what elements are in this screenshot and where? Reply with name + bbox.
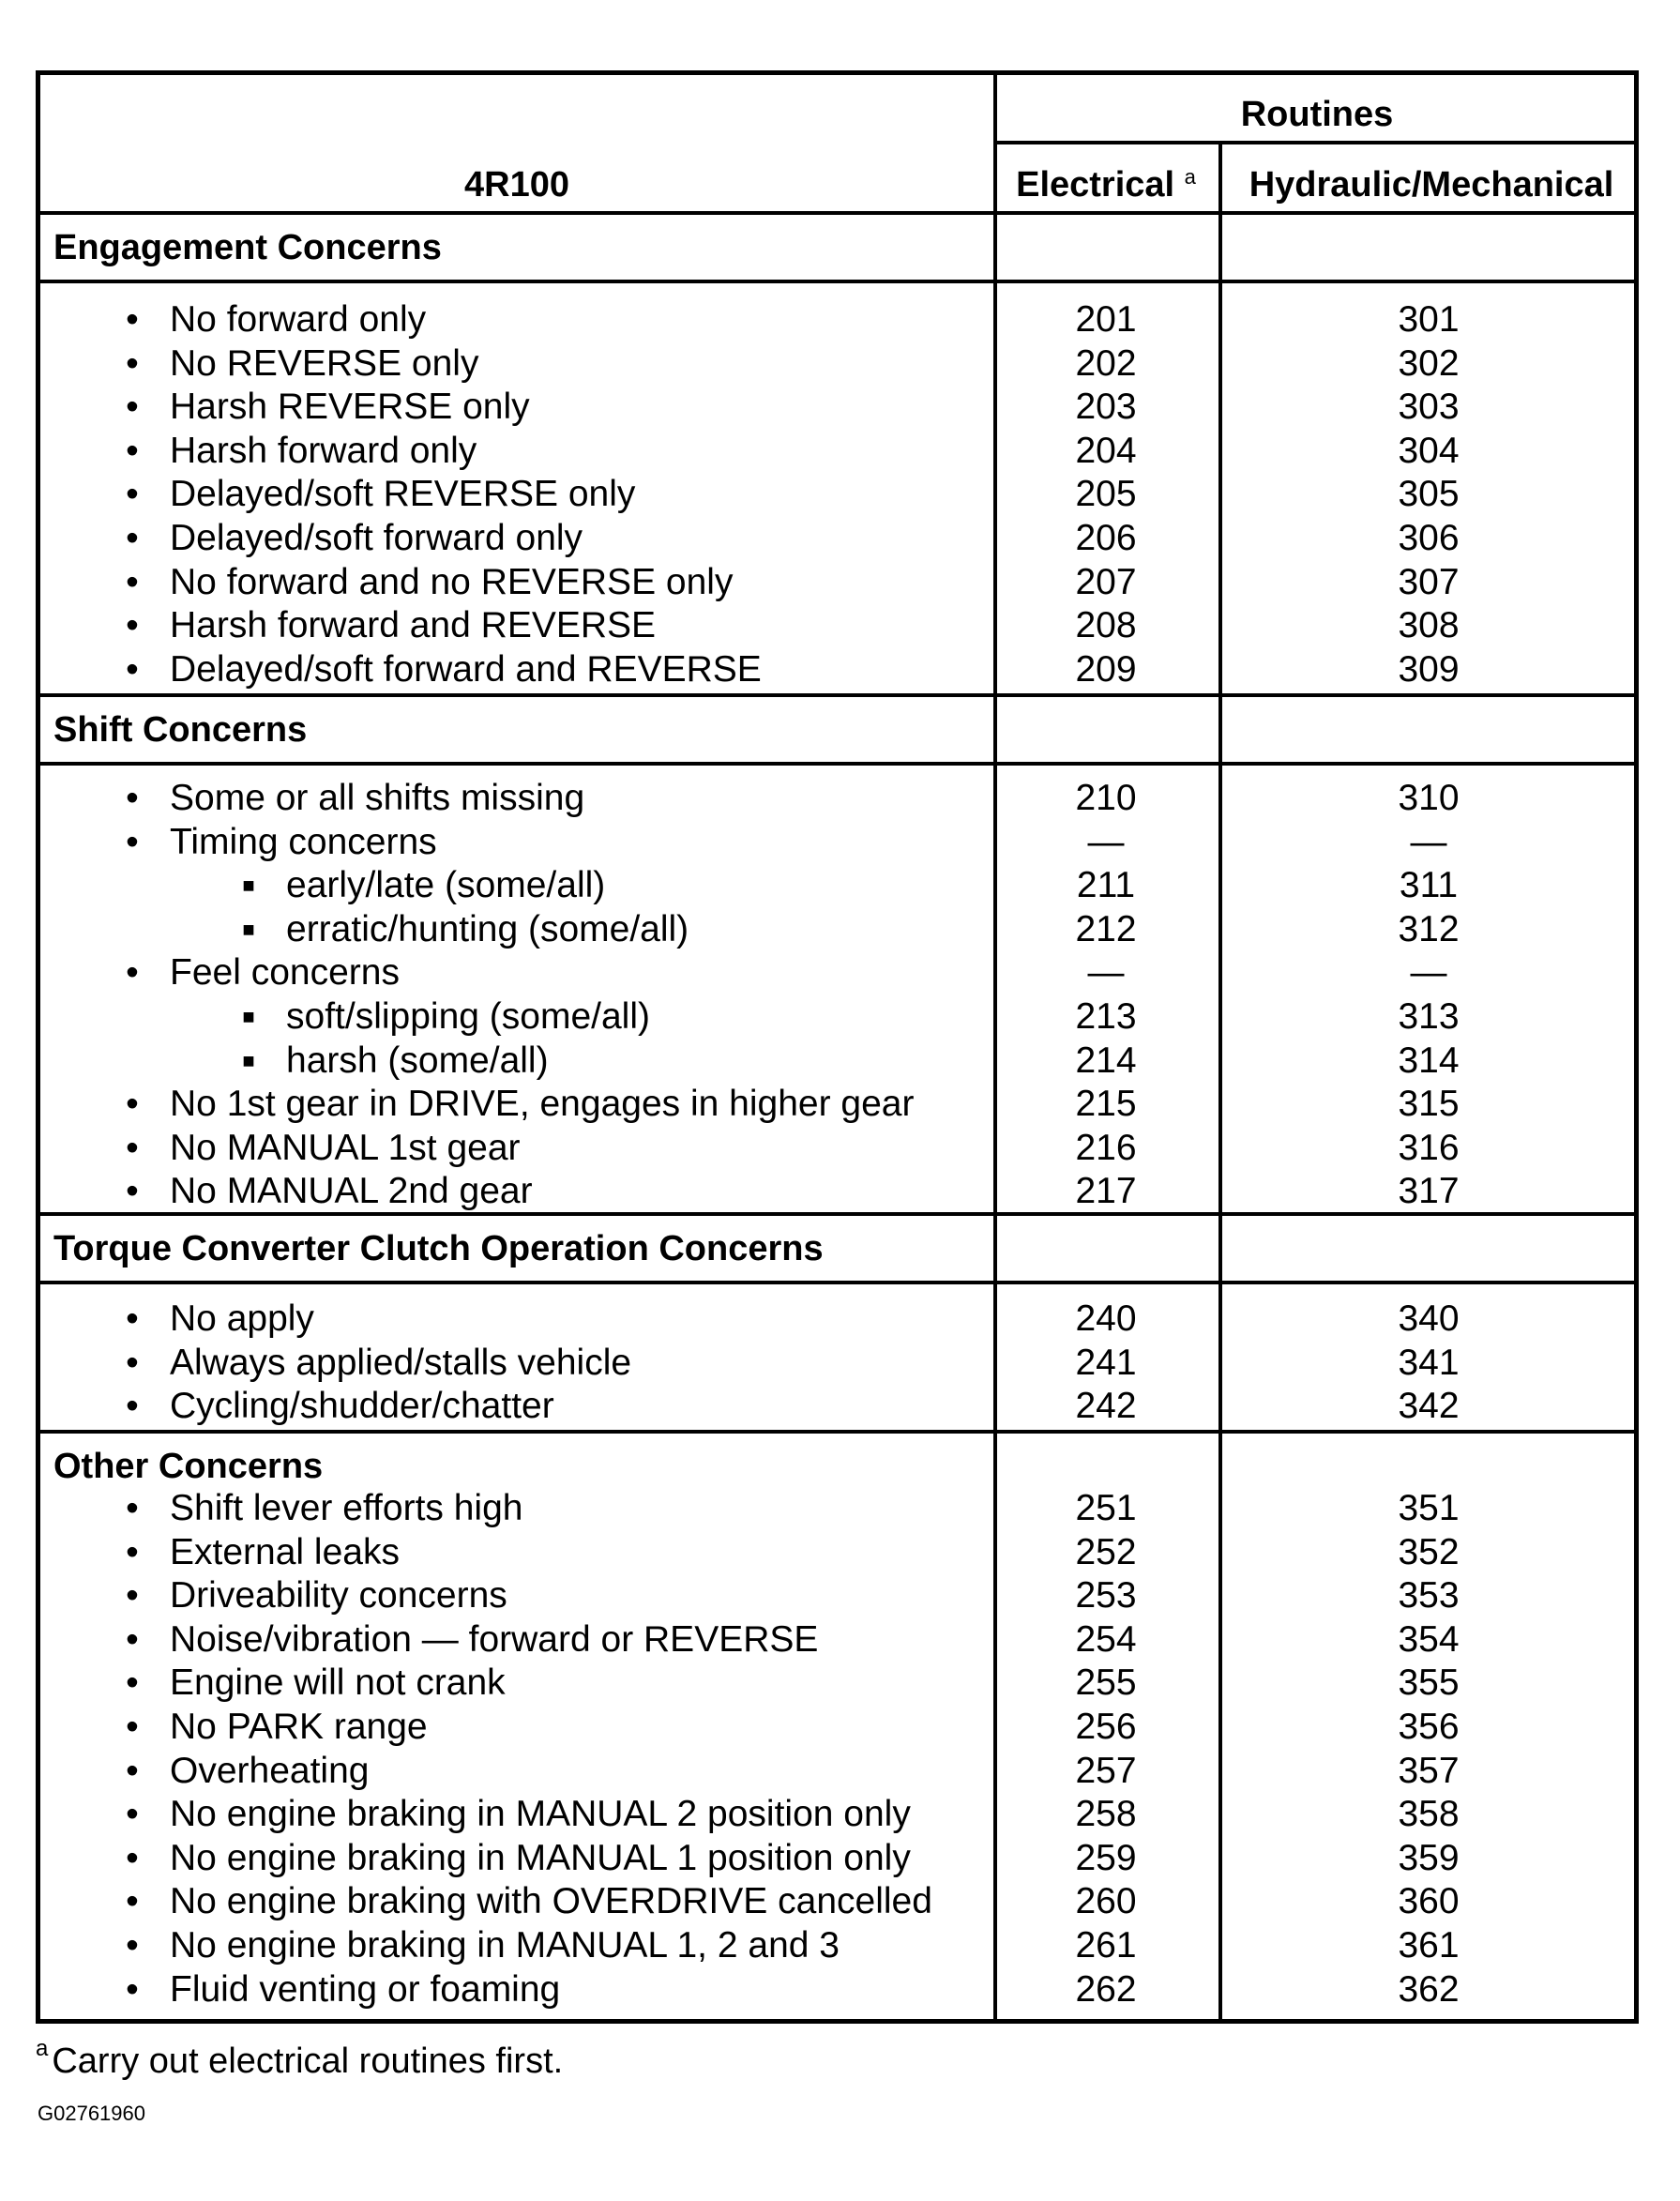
table-row bbox=[40, 777, 1634, 821]
hydraulic-routine: 308 bbox=[1398, 605, 1460, 646]
bullet-icon: • bbox=[126, 952, 139, 994]
routines-header: Routines bbox=[1240, 95, 1394, 134]
table-row bbox=[40, 951, 1634, 995]
electrical-routine: 242 bbox=[1075, 1386, 1137, 1427]
hydraulic-routine: 356 bbox=[1398, 1706, 1460, 1747]
bullet-icon: • bbox=[126, 1084, 139, 1125]
electrical-routine: 213 bbox=[1075, 995, 1137, 1037]
bullet-icon: • bbox=[126, 1171, 139, 1212]
electrical-routine: 257 bbox=[1075, 1750, 1137, 1791]
concern-label: Shift lever efforts high bbox=[170, 1488, 523, 1528]
section-title-rule bbox=[40, 1281, 1634, 1284]
hydraulic-routine: 306 bbox=[1398, 517, 1460, 558]
bullet-icon: • bbox=[126, 1837, 139, 1878]
electrical-header-label: Electrical bbox=[1016, 165, 1175, 205]
concern-label: Timing concerns bbox=[170, 821, 437, 862]
hydraulic-routine: 353 bbox=[1398, 1575, 1460, 1617]
electrical-routine: 217 bbox=[1075, 1171, 1137, 1212]
bullet-icon: • bbox=[126, 821, 139, 862]
electrical-routine: 207 bbox=[1075, 561, 1137, 602]
bullet-icon: • bbox=[126, 1298, 139, 1339]
concern-label: Delayed/soft forward only bbox=[170, 517, 583, 558]
concern-label: No MANUAL 2nd gear bbox=[170, 1171, 533, 1212]
hydraulic-routine: 309 bbox=[1398, 648, 1460, 690]
table-row bbox=[40, 1750, 1634, 1794]
concern-label: early/late (some/all) bbox=[286, 865, 606, 906]
electrical-routine: — bbox=[1087, 821, 1125, 862]
section-divider bbox=[40, 693, 1634, 697]
hydraulic-routine: 361 bbox=[1398, 1924, 1460, 1966]
section-rows bbox=[40, 1487, 1634, 2011]
bullet-icon: • bbox=[126, 1488, 139, 1528]
table-row bbox=[40, 1837, 1634, 1881]
concern-label: No PARK range bbox=[170, 1706, 428, 1747]
hydraulic-routine: 317 bbox=[1398, 1171, 1460, 1212]
hydraulic-routine: 354 bbox=[1398, 1618, 1460, 1660]
concern-label: Some or all shifts missing bbox=[170, 778, 585, 818]
bullet-icon: • bbox=[126, 299, 139, 340]
concern-label: External leaks bbox=[170, 1531, 400, 1572]
electrical-routine: 262 bbox=[1075, 1968, 1137, 2010]
hydraulic-routine: 342 bbox=[1398, 1386, 1460, 1427]
electrical-routine: 255 bbox=[1075, 1662, 1137, 1704]
electrical-routine: 261 bbox=[1075, 1924, 1137, 1966]
square-bullet-icon: ■ bbox=[242, 1048, 255, 1072]
concern-label: Harsh REVERSE only bbox=[170, 387, 530, 428]
table-row bbox=[40, 1924, 1634, 1968]
table-row bbox=[40, 561, 1634, 605]
hydraulic-routine: 313 bbox=[1398, 995, 1460, 1037]
table-row bbox=[40, 821, 1634, 865]
concern-label: Harsh forward only bbox=[170, 430, 477, 471]
table-row bbox=[40, 1342, 1634, 1386]
electrical-routine: 258 bbox=[1075, 1794, 1137, 1835]
concern-label: Delayed/soft forward and REVERSE bbox=[170, 648, 762, 690]
hydraulic-routine: 311 bbox=[1399, 865, 1459, 906]
concern-label: No 1st gear in DRIVE, engages in higher gear bbox=[170, 1084, 915, 1125]
concern-label: Noise/vibration — forward or REVERSE bbox=[170, 1618, 819, 1660]
section-title-rule bbox=[40, 280, 1634, 283]
footnote bbox=[36, 2036, 564, 2081]
bullet-icon: • bbox=[126, 342, 139, 384]
electrical-routine: 254 bbox=[1075, 1618, 1137, 1660]
bullet-icon: • bbox=[126, 1706, 139, 1747]
concern-label: No apply bbox=[170, 1298, 314, 1339]
table-row bbox=[40, 1531, 1634, 1575]
hydraulic-routine: 355 bbox=[1398, 1662, 1460, 1704]
bullet-icon: • bbox=[126, 1924, 139, 1966]
concern-label: No forward and no REVERSE only bbox=[170, 561, 734, 602]
electrical-routine: 202 bbox=[1075, 342, 1137, 384]
electrical-routine: 253 bbox=[1075, 1575, 1137, 1617]
hydraulic-routine: 302 bbox=[1398, 342, 1460, 384]
hydraulic-routine: 303 bbox=[1398, 387, 1460, 428]
table-row bbox=[40, 604, 1634, 648]
concern-label: No engine braking in MANUAL 1, 2 and 3 bbox=[170, 1924, 840, 1966]
section-divider bbox=[40, 1212, 1634, 1216]
hydraulic-routine: 301 bbox=[1398, 299, 1460, 340]
table-row bbox=[40, 995, 1634, 1040]
table-row bbox=[40, 1487, 1634, 1531]
table-row bbox=[40, 1793, 1634, 1837]
header-bottom-rule bbox=[40, 211, 1634, 215]
table-row bbox=[40, 864, 1634, 908]
electrical-routine: 256 bbox=[1075, 1706, 1137, 1747]
table-row bbox=[40, 1618, 1634, 1662]
electrical-routine: 211 bbox=[1076, 865, 1136, 906]
hydraulic-routine: — bbox=[1410, 952, 1447, 994]
table-row bbox=[40, 1083, 1634, 1127]
electrical-routine: 252 bbox=[1075, 1531, 1137, 1572]
bullet-icon: • bbox=[126, 1342, 139, 1383]
square-bullet-icon: ■ bbox=[242, 1004, 255, 1028]
section-rows bbox=[40, 777, 1634, 1214]
electrical-routine: 260 bbox=[1075, 1881, 1137, 1922]
table-row bbox=[40, 1574, 1634, 1618]
bullet-icon: • bbox=[126, 387, 139, 428]
electrical-routine: 206 bbox=[1075, 517, 1137, 558]
concern-label: soft/slipping (some/all) bbox=[286, 995, 650, 1037]
electrical-routine: — bbox=[1087, 952, 1125, 994]
table-row bbox=[40, 1706, 1634, 1750]
electrical-routine: 205 bbox=[1075, 474, 1137, 515]
table-row bbox=[40, 908, 1634, 952]
bullet-icon: • bbox=[126, 605, 139, 646]
hydraulic-header: Hydraulic/Mechanical bbox=[1249, 165, 1614, 205]
hydraulic-routine: 316 bbox=[1398, 1127, 1460, 1168]
hydraulic-routine: 340 bbox=[1398, 1298, 1460, 1339]
bullet-icon: • bbox=[126, 1794, 139, 1835]
electrical-routine: 215 bbox=[1075, 1084, 1137, 1125]
concern-label: No MANUAL 1st gear bbox=[170, 1127, 521, 1168]
hydraulic-routine: 307 bbox=[1398, 561, 1460, 602]
table-row bbox=[40, 1170, 1634, 1214]
hydraulic-routine: 359 bbox=[1398, 1837, 1460, 1878]
hydraulic-routine: 305 bbox=[1398, 474, 1460, 515]
square-bullet-icon: ■ bbox=[242, 873, 255, 898]
hydraulic-routine: 304 bbox=[1398, 430, 1460, 471]
hydraulic-routine: — bbox=[1410, 821, 1447, 862]
bullet-icon: • bbox=[126, 778, 139, 818]
concern-label: harsh (some/all) bbox=[286, 1040, 549, 1081]
hydraulic-routine: 314 bbox=[1398, 1040, 1460, 1081]
routines-underline bbox=[993, 141, 1634, 144]
table-row bbox=[40, 1968, 1634, 2012]
table-row bbox=[40, 1385, 1634, 1429]
electrical-header bbox=[993, 167, 1218, 203]
bullet-icon: • bbox=[126, 474, 139, 515]
electrical-routine: 216 bbox=[1075, 1127, 1137, 1168]
bullet-icon: • bbox=[126, 1968, 139, 2010]
section-rows bbox=[40, 1298, 1634, 1429]
model-header: 4R100 bbox=[464, 165, 569, 205]
concern-label: No REVERSE only bbox=[170, 342, 479, 384]
electrical-routine: 214 bbox=[1075, 1040, 1137, 1081]
hydraulic-routine: 352 bbox=[1398, 1531, 1460, 1572]
electrical-routine: 201 bbox=[1075, 299, 1137, 340]
section-title: Torque Converter Clutch Operation Concerns bbox=[53, 1229, 824, 1268]
hydraulic-routine: 312 bbox=[1398, 908, 1460, 949]
electrical-routine: 210 bbox=[1075, 778, 1137, 818]
table-row bbox=[40, 1127, 1634, 1171]
hydraulic-routine: 310 bbox=[1398, 778, 1460, 818]
concern-label: Fluid venting or foaming bbox=[170, 1968, 561, 2010]
concern-label: No engine braking with OVERDRIVE cancelled bbox=[170, 1881, 932, 1922]
bullet-icon: • bbox=[126, 1531, 139, 1572]
hydraulic-routine: 360 bbox=[1398, 1881, 1460, 1922]
electrical-routine: 208 bbox=[1075, 605, 1137, 646]
electrical-routine: 240 bbox=[1075, 1298, 1137, 1339]
concern-label: Engine will not crank bbox=[170, 1662, 506, 1704]
electrical-routine: 204 bbox=[1075, 430, 1137, 471]
concern-label: Driveability concerns bbox=[170, 1575, 507, 1617]
bullet-icon: • bbox=[126, 1881, 139, 1922]
table-row bbox=[40, 1662, 1634, 1706]
concern-label: No engine braking in MANUAL 2 position only bbox=[170, 1794, 911, 1835]
table-row bbox=[40, 1040, 1634, 1084]
table-row bbox=[40, 473, 1634, 517]
bullet-icon: • bbox=[126, 1750, 139, 1791]
concern-label: Overheating bbox=[170, 1750, 370, 1791]
hydraulic-routine: 362 bbox=[1398, 1968, 1460, 2010]
bullet-icon: • bbox=[126, 1127, 139, 1168]
square-bullet-icon: ■ bbox=[242, 917, 255, 941]
table-row bbox=[40, 430, 1634, 474]
section-title-rule bbox=[40, 762, 1634, 766]
bullet-icon: • bbox=[126, 1575, 139, 1617]
table-row bbox=[40, 1298, 1634, 1342]
concern-label: Harsh forward and REVERSE bbox=[170, 605, 657, 646]
electrical-routine: 259 bbox=[1075, 1837, 1137, 1878]
electrical-routine: 251 bbox=[1075, 1488, 1137, 1528]
table-row bbox=[40, 298, 1634, 342]
bullet-icon: • bbox=[126, 517, 139, 558]
concern-label: Delayed/soft REVERSE only bbox=[170, 474, 636, 515]
hydraulic-routine: 351 bbox=[1398, 1488, 1460, 1528]
electrical-routine: 241 bbox=[1075, 1342, 1137, 1383]
electrical-footnote-mark: a bbox=[1184, 165, 1196, 189]
concern-label: erratic/hunting (some/all) bbox=[286, 908, 689, 949]
bullet-icon: • bbox=[126, 1386, 139, 1427]
table-row bbox=[40, 648, 1634, 692]
section-rows bbox=[40, 298, 1634, 691]
bullet-icon: • bbox=[126, 1618, 139, 1660]
electrical-routine: 212 bbox=[1075, 908, 1137, 949]
electrical-routine: 209 bbox=[1075, 648, 1137, 690]
table-row bbox=[40, 386, 1634, 430]
footnote-text: Carry out electrical routines first. bbox=[52, 2042, 564, 2081]
bullet-icon: • bbox=[126, 648, 139, 690]
bullet-icon: • bbox=[126, 1662, 139, 1704]
concern-label: Always applied/stalls vehicle bbox=[170, 1342, 632, 1383]
section-title: Engagement Concerns bbox=[53, 228, 442, 267]
section-divider bbox=[40, 1430, 1634, 1434]
hydraulic-routine: 315 bbox=[1398, 1084, 1460, 1125]
bullet-icon: • bbox=[126, 561, 139, 602]
footnote-mark: a bbox=[36, 2036, 49, 2061]
concern-label: No engine braking in MANUAL 1 position only bbox=[170, 1837, 911, 1878]
section-title: Shift Concerns bbox=[53, 710, 308, 750]
table-row bbox=[40, 342, 1634, 387]
bullet-icon: • bbox=[126, 430, 139, 471]
hydraulic-routine: 341 bbox=[1398, 1342, 1460, 1383]
routines-table bbox=[36, 70, 1639, 2024]
table-row bbox=[40, 1880, 1634, 1924]
electrical-routine: 203 bbox=[1075, 387, 1137, 428]
figure-id: G02761960 bbox=[38, 2102, 145, 2125]
concern-label: Feel concerns bbox=[170, 952, 400, 994]
hydraulic-routine: 357 bbox=[1398, 1750, 1460, 1791]
table-row bbox=[40, 517, 1634, 561]
concern-label: No forward only bbox=[170, 299, 427, 340]
section-title: Other Concerns bbox=[53, 1447, 324, 1486]
concern-label: Cycling/shudder/chatter bbox=[170, 1386, 554, 1427]
hydraulic-routine: 358 bbox=[1398, 1794, 1460, 1835]
